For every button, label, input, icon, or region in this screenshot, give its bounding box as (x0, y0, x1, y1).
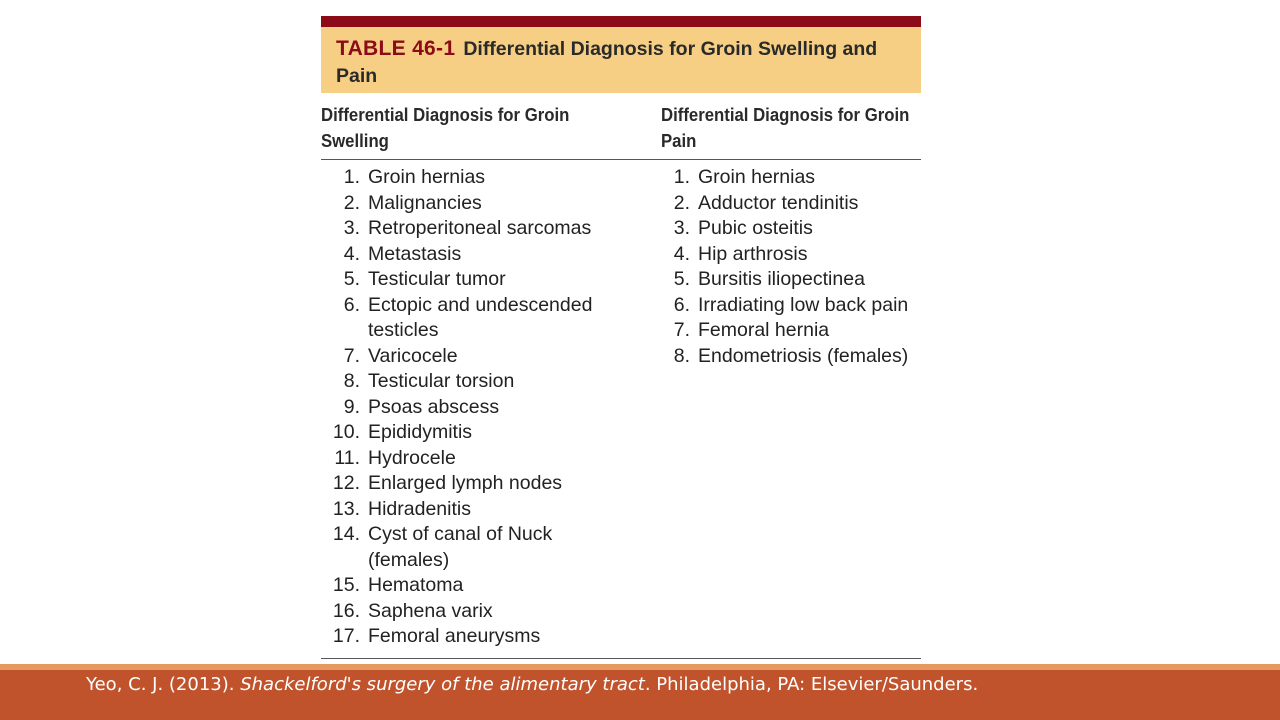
list-item-text: Bursitis iliopectinea (698, 268, 865, 290)
list-item (321, 446, 661, 472)
list-item-number: 12. (332, 472, 360, 494)
pain-column-header: Differential Diagnosis for Groin Pain (661, 105, 910, 151)
table-body (321, 160, 921, 659)
table-top-bar (321, 16, 921, 27)
list-item-number: 2. (343, 191, 360, 214)
diagnosis-table (321, 16, 921, 659)
list-item-number: 4. (343, 242, 360, 265)
list-item-number: 1. (343, 166, 360, 188)
list-item (321, 242, 661, 268)
list-item-number: 6. (343, 293, 360, 316)
list-item-text: Groin hernias (698, 166, 816, 188)
list-item-number: 6. (673, 293, 690, 316)
list-item (661, 165, 921, 191)
list-item-number: 4. (673, 242, 690, 265)
list-item (661, 216, 921, 242)
list-item-text: Psoas abscess (368, 395, 500, 418)
list-item-number: 5. (343, 268, 360, 290)
citation-publisher: . Philadelphia, PA: Elsevier/Saunders. (644, 674, 979, 695)
list-item-text: Femoral hernia (698, 319, 830, 341)
list-item (321, 573, 661, 599)
list-item (661, 191, 921, 217)
list-item-text: Enlarged lymph nodes (368, 472, 563, 494)
pain-list (661, 165, 921, 369)
table-label: TABLE 46-1 (336, 37, 456, 60)
citation-book-title: Shackelford's surgery of the alimentary tract (240, 674, 645, 695)
list-item (321, 599, 661, 625)
list-item-number: 8. (673, 344, 690, 367)
list-item (321, 165, 661, 191)
list-item-text: Hydrocele (368, 446, 456, 469)
table-title-band (321, 27, 921, 93)
list-item-number: 7. (673, 319, 690, 341)
list-item-text: Irradiating low back pain (698, 293, 909, 316)
list-item (321, 624, 661, 650)
list-item (321, 420, 661, 446)
list-item-text: Testicular tumor (368, 268, 506, 290)
list-item (321, 344, 661, 370)
list-item (321, 395, 661, 421)
table-title: Differential Diagnosis for Groin Swelling and Pain (336, 38, 878, 87)
list-item-text: Femoral aneurysms (368, 625, 541, 647)
list-item-text: Hidradenitis (368, 497, 471, 520)
citation-author: Yeo, C. J. (2013). (86, 674, 241, 695)
list-item-number: 5. (673, 268, 690, 290)
list-item-number: 2. (673, 191, 690, 214)
list-item-text: Groin hernias (368, 166, 486, 188)
list-item (661, 293, 921, 319)
list-item (321, 191, 661, 217)
list-item-number: 3. (673, 217, 690, 239)
list-item-text: Metastasis (368, 242, 462, 265)
list-item-number: 10. (332, 421, 360, 443)
list-item (321, 471, 661, 497)
list-item (661, 267, 921, 293)
list-item-text: Malignancies (368, 191, 482, 214)
list-item (321, 369, 661, 395)
footer-stripe (0, 664, 1280, 670)
list-item-number: 16. (332, 599, 360, 622)
list-item (321, 522, 661, 573)
list-item-number: 3. (343, 217, 360, 239)
list-item-number: 11. (334, 446, 360, 469)
swelling-column-header: Differential Diagnosis for Groin Swelling (321, 105, 570, 151)
list-item-text: Varicocele (368, 344, 458, 367)
list-item-number: 14. (332, 523, 360, 545)
list-item-number: 17. (332, 625, 360, 647)
list-item (321, 497, 661, 523)
list-item-text: Retroperitoneal sarcomas (368, 217, 592, 239)
list-item-text: Testicular torsion (368, 370, 515, 392)
list-item-text: Ectopic and undescended testicles (368, 293, 593, 341)
list-item-text: Hematoma (368, 574, 464, 596)
list-item-text: Adductor tendinitis (698, 191, 859, 214)
list-item (321, 293, 661, 344)
list-item (661, 242, 921, 268)
list-item-number: 7. (343, 344, 360, 367)
list-item (321, 267, 661, 293)
list-item-number: 13. (332, 497, 360, 520)
citation (86, 674, 978, 695)
list-item-text: Endometriosis (females) (698, 344, 909, 367)
list-item-text: Cyst of canal of Nuck (females) (368, 523, 553, 571)
list-item-text: Saphena varix (368, 599, 493, 622)
list-item (321, 216, 661, 242)
list-item-number: 15. (332, 574, 360, 596)
list-item-text: Epididymitis (368, 421, 473, 443)
list-item-number: 9. (343, 395, 360, 418)
swelling-list (321, 165, 661, 650)
footer-bar (0, 664, 1280, 720)
list-item (661, 318, 921, 344)
table-header-row (321, 93, 921, 160)
list-item-number: 8. (343, 370, 360, 392)
list-item-text: Hip arthrosis (698, 242, 808, 265)
list-item-number: 1. (673, 166, 690, 188)
list-item-text: Pubic osteitis (698, 217, 813, 239)
list-item (661, 344, 921, 370)
